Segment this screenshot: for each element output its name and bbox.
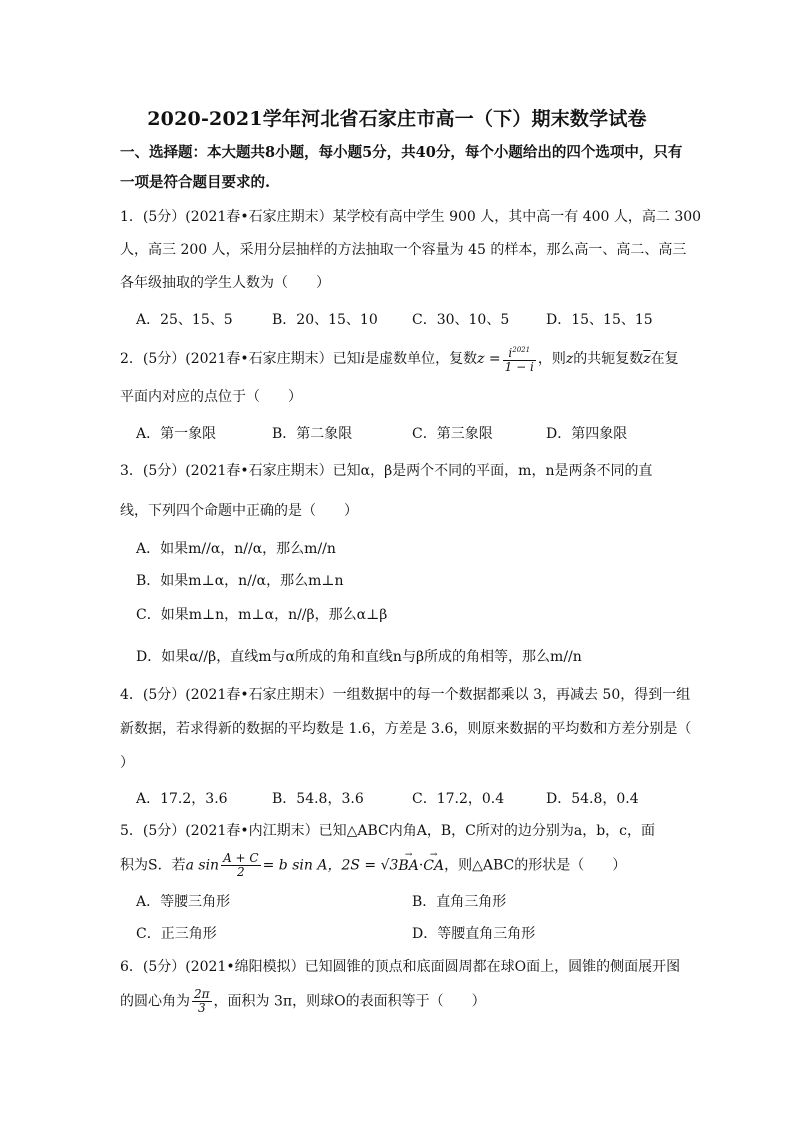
q5-option-c[interactable]: C．正三角形 (136, 926, 217, 942)
section-heading-line1: 一、选择题：本大题共8小题，每小题5分，共40分，每个小题给出的四个选项中，只有 (120, 144, 683, 161)
q1-option-b[interactable]: B．20、15、10 (272, 312, 378, 328)
q2-line1 (120, 344, 680, 374)
q4-option-b[interactable]: B．54.8，3.6 (272, 791, 364, 807)
q2-option-d[interactable]: D．第四象限 (546, 426, 628, 442)
q2-option-b[interactable]: B．第二象限 (272, 426, 353, 442)
q2-suffix: 在复 (650, 351, 679, 367)
q3-option-a[interactable]: A．如果m//α，n//α，那么m//n (136, 541, 336, 557)
q5-option-a[interactable]: A．等腰三角形 (136, 894, 231, 910)
q3-option-d[interactable]: D．如果α//β，直线m与α所成的角和直线n与β所成的角相等，那么m//n (136, 649, 582, 665)
q2-z-eq: z = (477, 351, 501, 367)
q5-frac-num: A + C (223, 851, 259, 865)
q5-vector-ba: → BA (398, 855, 418, 877)
q6-l2-prefix: 的圆心角为 (120, 993, 190, 1010)
q2-i: i (360, 351, 366, 367)
q2-fraction (503, 344, 536, 374)
q2-line2: 平面内对应的点位于（ ） (120, 389, 302, 405)
q5-eq: = b sin A，2S = √3 (262, 857, 399, 874)
q2-mid3: 的共轭复数 (573, 351, 644, 367)
q5-option-b[interactable]: B．直角三角形 (412, 894, 507, 910)
q1-line1: 1．(5分）(2021春•石家庄期末）某学校有高中学生 900 人，其中高一有 400 人，高二 300 (120, 209, 702, 225)
q2-mid2: ，则 (537, 351, 566, 367)
q1-line3: 各年级抽取的学生人数为（ ） (120, 275, 330, 291)
section-heading (120, 138, 683, 198)
q5-l2-suffix: ，则△ABC的形状是（ ） (444, 857, 627, 874)
q4-option-d[interactable]: D．54.8，0.4 (546, 791, 639, 807)
q4-line2: 新数据，若求得新的数据的平均数是 1.6，方差是 3.6，则原来数据的平均数和方差分别是（ (120, 721, 692, 737)
q5-option-d[interactable]: D．等腰直角三角形 (412, 926, 536, 942)
section-heading-line2: 一项是符合题目要求的. (120, 174, 271, 191)
q5-frac-den: 2 (237, 865, 245, 879)
q2-frac-den: 1 − i (504, 360, 534, 374)
q1-line2: 人，高三 200 人，采用分层抽样的方法抽取一个容量为 45 的样本，那么高一、高二、高三 (120, 242, 687, 258)
q3-option-b[interactable]: B．如果m⊥α，n//α，那么m⊥n (136, 573, 344, 589)
exam-title: 2020-2021学年河北省石家庄市高一（下）期末数学试卷 (147, 108, 647, 130)
q4-option-a[interactable]: A．17.2，3.6 (136, 791, 228, 807)
q3-line1: 3．(5分）(2021春•石家庄期末）已知α，β是两个不同的平面，m，n是两条不同的直 (120, 463, 653, 479)
q5-vector-ca: → CA (423, 855, 444, 877)
q2-mid1: 是虚数单位，复数 (365, 351, 478, 367)
q3-line2: 线，下列四个命题中正确的是（ ） (120, 503, 358, 519)
q6-l2-suffix: ，面积为 3π，则球O的表面积等于（ ） (213, 993, 486, 1010)
q5-line2 (120, 852, 680, 879)
q2-prefix: 2．(5分）(2021春•石家庄期末）已知 (120, 351, 361, 367)
q2-z: z (565, 351, 574, 367)
q4-option-c[interactable]: C．17.2，0.4 (412, 791, 505, 807)
q5-fraction (221, 852, 261, 879)
q2-frac-exp: 2021 (512, 346, 531, 354)
q4-line1: 4．(5分）(2021春•石家庄期末）一组数据中的每一个数据都乘以 3，再减去 50，得到一组 (120, 687, 691, 703)
q1-option-a[interactable]: A．25、15、5 (136, 312, 233, 328)
q6-fraction (192, 988, 212, 1015)
q5-dot: · (418, 857, 424, 874)
q6-line1: 6．(5分）(2021•绵阳模拟）已知圆锥的顶点和底面圆周都在球O面上，圆锥的侧面展开图 (120, 959, 681, 975)
q1-option-d[interactable]: D．15、15、15 (546, 312, 653, 328)
q2-frac-num: i (508, 346, 513, 360)
q5-asin: a sin (185, 857, 220, 874)
q2-option-a[interactable]: A．第一象限 (136, 426, 217, 442)
q1-option-c[interactable]: C．30、10、5 (412, 312, 510, 328)
q2-option-c[interactable]: C．第三象限 (412, 426, 493, 442)
q6-frac-den: 3 (197, 1001, 206, 1015)
q2-zbar: $\overline{z}$ (643, 351, 651, 367)
q4-line3: ） (120, 755, 134, 771)
q6-frac-num: 2π (194, 987, 210, 1001)
q5-l2-prefix: 积为S．若 (120, 857, 186, 874)
q5-line1: 5．(5分）(2021春•内江期末）已知△ABC内角A，B，C所对的边分别为a，b，c，面 (120, 823, 656, 839)
q6-line2 (120, 988, 680, 1015)
q3-option-c[interactable]: C．如果m⊥n，m⊥α，n//β，那么α⊥β (136, 607, 388, 623)
